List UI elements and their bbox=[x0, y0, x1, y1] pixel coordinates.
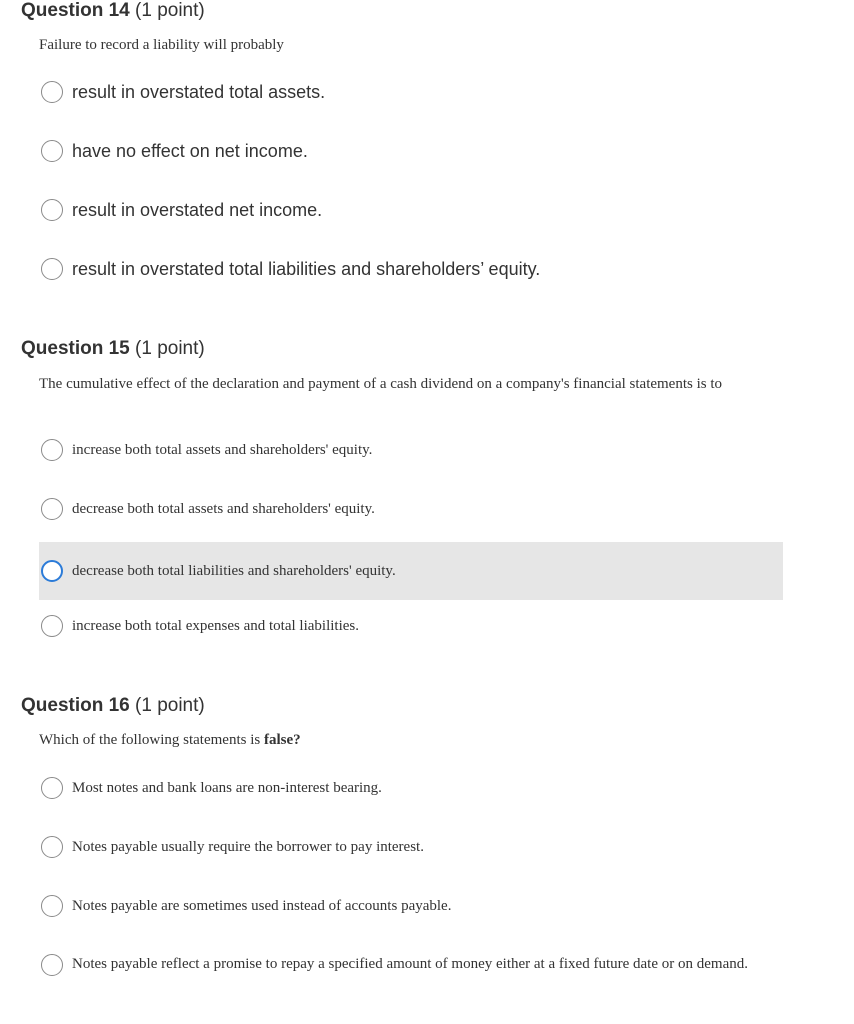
q16-option-4[interactable] bbox=[39, 954, 783, 976]
question-number: Question 14 bbox=[21, 0, 130, 21]
option-label: result in overstated net income. bbox=[72, 199, 323, 220]
question-points: (1 point) bbox=[135, 695, 205, 716]
question-15-title bbox=[21, 338, 205, 360]
question-15-prompt: The cumulative effect of the declaration and payment of a cash dividend on a company's financial statements is to bbox=[39, 376, 723, 392]
radio-button[interactable] bbox=[41, 498, 63, 520]
question-14-title bbox=[21, 0, 205, 22]
option-label: increase both total expenses and total liabilities. bbox=[72, 617, 359, 634]
q14-option-2[interactable] bbox=[39, 140, 783, 162]
q15-option-2[interactable] bbox=[39, 498, 783, 520]
q16-option-2[interactable] bbox=[39, 836, 783, 858]
question-points: (1 point) bbox=[135, 338, 205, 359]
option-label: result in overstated total assets. bbox=[72, 81, 326, 102]
question-16-prompt bbox=[39, 732, 789, 749]
question-16-title bbox=[21, 695, 205, 717]
radio-button[interactable] bbox=[41, 560, 63, 582]
radio-button[interactable] bbox=[41, 258, 63, 280]
question-number: Question 16 bbox=[21, 695, 130, 716]
option-label: Notes payable usually require the borrower to pay interest. bbox=[72, 838, 424, 855]
radio-button[interactable] bbox=[41, 81, 63, 103]
q14-option-4[interactable] bbox=[39, 258, 783, 280]
radio-button[interactable] bbox=[41, 836, 63, 858]
option-label: result in overstated total liabilities and shareholders’ equity. bbox=[72, 258, 541, 279]
option-label: Most notes and bank loans are non-interest bearing. bbox=[72, 779, 382, 796]
option-label: increase both total assets and shareholders' equity. bbox=[72, 441, 373, 458]
q15-option-1[interactable] bbox=[39, 439, 783, 461]
option-label: Notes payable reflect a promise to repay a specified amount of money either at a fixed future date or on demand. bbox=[72, 956, 748, 972]
option-label: Notes payable are sometimes used instead of accounts payable. bbox=[72, 897, 452, 914]
question-14-prompt: Failure to record a liability will probably bbox=[39, 37, 284, 53]
q15-option-3[interactable] bbox=[39, 542, 783, 600]
radio-button[interactable] bbox=[41, 954, 63, 976]
radio-button[interactable] bbox=[41, 199, 63, 221]
q16-option-3[interactable] bbox=[39, 895, 783, 917]
q15-option-4[interactable] bbox=[39, 615, 783, 637]
question-points: (1 point) bbox=[135, 0, 205, 21]
prompt-bold-text: false? bbox=[263, 732, 301, 748]
option-label: have no effect on net income. bbox=[72, 140, 308, 161]
radio-button[interactable] bbox=[41, 439, 63, 461]
q14-option-1[interactable] bbox=[39, 81, 783, 103]
radio-button[interactable] bbox=[41, 615, 63, 637]
q14-option-3[interactable] bbox=[39, 199, 783, 221]
radio-button[interactable] bbox=[41, 777, 63, 799]
q16-option-1[interactable] bbox=[39, 777, 783, 799]
option-label: decrease both total liabilities and shareholders' equity. bbox=[72, 562, 396, 579]
radio-button[interactable] bbox=[41, 895, 63, 917]
question-number: Question 15 bbox=[21, 338, 130, 359]
option-label: decrease both total assets and shareholders' equity. bbox=[72, 500, 375, 517]
prompt-text: Which of the following statements is bbox=[39, 732, 264, 748]
radio-button[interactable] bbox=[41, 140, 63, 162]
